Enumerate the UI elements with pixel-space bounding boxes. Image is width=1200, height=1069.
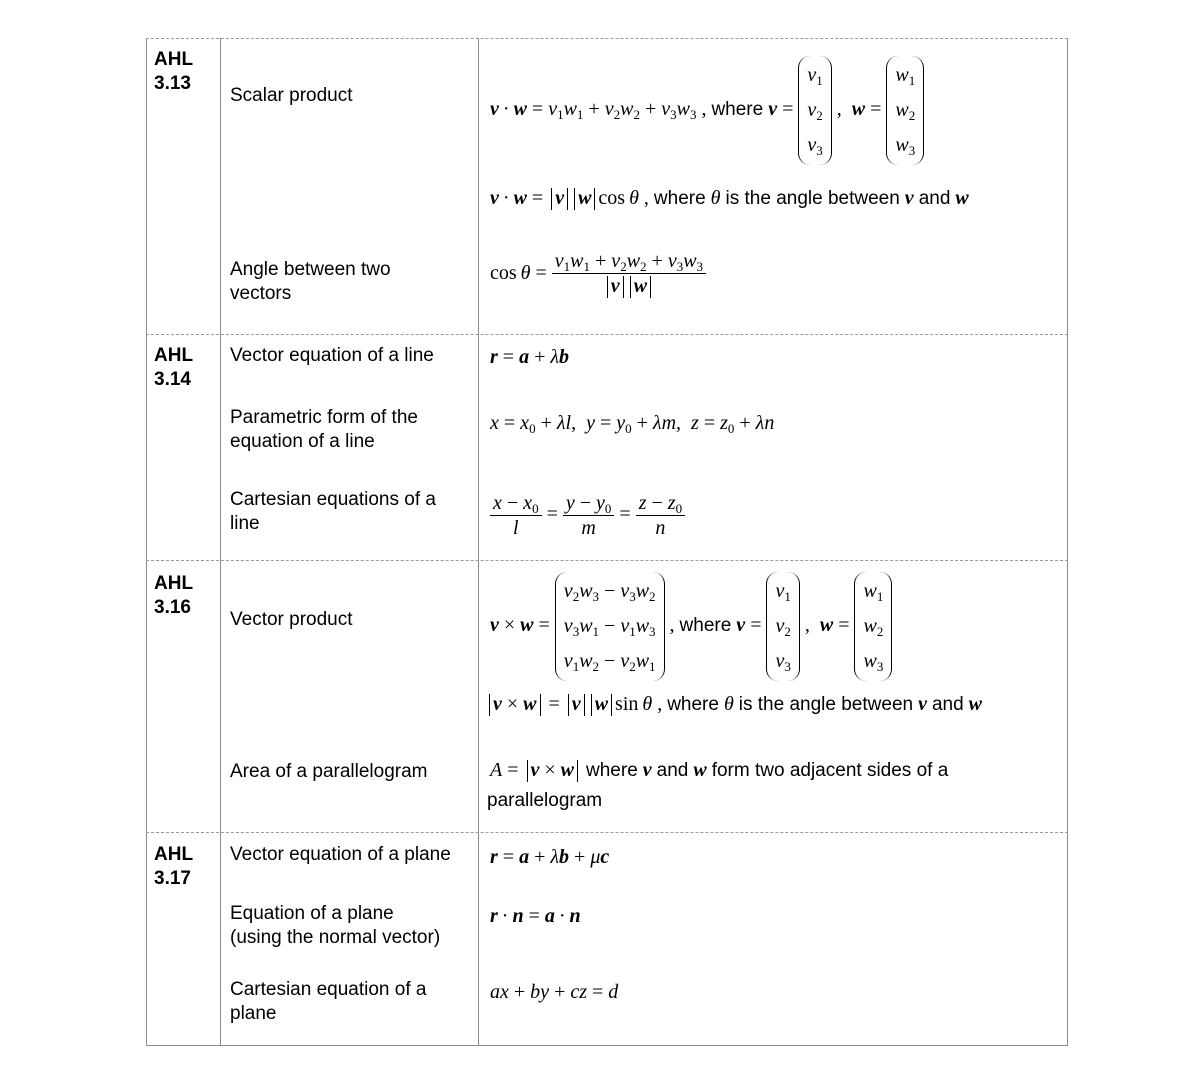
section-code: [154, 344, 193, 392]
formula-scalar-product-components: $v \cdot w = v_1w_1 + v_2w_2 + v_3w_3$ , where v = $v_1$ $v_2$ $v_3$ , w = $w_1$ $w_2$ $w_3$: [490, 56, 924, 165]
where-text: where: [586, 760, 638, 781]
formula-table: [146, 38, 1068, 1046]
column-vector-w: $w_1$ $w_2$ $w_3$: [886, 56, 924, 165]
fraction: $\frac{z - z_0}{n}$: [636, 492, 685, 539]
parallelogram-text: parallelogram: [487, 790, 603, 811]
formula-parallelogram-area: A = v × w where v and w form two adjacent sides of a: [490, 759, 949, 781]
where-text: where: [653, 188, 706, 209]
row-divider-top: [146, 38, 1068, 39]
topic-vector-equation-plane: Vector equation of a plane: [230, 844, 451, 865]
formula-plane-normal: r · n = a · n: [490, 905, 581, 927]
section-code-prefix: AHL: [154, 345, 194, 366]
section-code-prefix: AHL: [154, 844, 194, 865]
formula-cartesian-line: $\frac{x - x_0}{l}$ = $\frac{y - y_0}{m}$ = $\frac{z - z_0}{n}$: [490, 492, 685, 539]
topic-line: plane: [230, 1003, 277, 1024]
and-text: and: [918, 188, 951, 209]
topic-line: Cartesian equations of a: [230, 489, 436, 510]
topic-line: line: [230, 513, 260, 534]
formula-vector-line: r = a + λb: [490, 346, 570, 368]
topic-cartesian-equations-line: [230, 488, 436, 536]
topic-line: vectors: [230, 283, 292, 304]
fraction: $\frac{x - x_0}{l}$: [490, 492, 542, 539]
angle-between-text: is the angle between: [725, 188, 900, 209]
table-border-left: [146, 38, 147, 1046]
where-text: where: [667, 694, 719, 715]
formula-scalar-product-angle: v · w = v w cos θ , where θ is the angle between v and w: [490, 187, 969, 209]
section-code: [154, 48, 193, 96]
and-text: and: [656, 760, 689, 781]
topic-vector-product: Vector product: [230, 609, 353, 630]
section-code-number: 3.17: [154, 868, 191, 889]
section-code: [154, 572, 193, 620]
where-text: where: [711, 99, 764, 121]
formula-vector-product: v × w = $v_2w_3 - v_3w_2$ $v_3w_1 - v_1w_3$ $v_1w_2 - v_2w_1$ , where v = $v_1$ $v_2$ $v_3$ , w = $w_1$ $w_2$ $w_3$: [490, 572, 892, 681]
section-code-number: 3.13: [154, 73, 191, 94]
row-divider-3: [146, 832, 1068, 833]
and-text: and: [931, 694, 964, 715]
section-code-number: 3.14: [154, 369, 191, 390]
column-divider-2: [478, 38, 479, 1046]
topic-angle-between-vectors: [230, 258, 391, 306]
formula-cos-theta: cos θ = $\frac{v_1w_1 + v_2w_2 + v_3w_3}{\text{v w}}$: [490, 250, 706, 298]
formula-vector-plane: r = a + λb + μc: [490, 846, 610, 868]
column-vector-cross: $v_2w_3 - v_3w_2$ $v_3w_1 - v_1w_3$ $v_1w_2 - v_2w_1$: [555, 572, 665, 681]
topic-parametric-form-line: [230, 406, 418, 454]
topic-line: Cartesian equation of a: [230, 979, 427, 1000]
topic-line: Parametric form of the: [230, 407, 418, 428]
topic-scalar-product: Scalar product: [230, 85, 353, 106]
column-vector-w: $w_1$ $w_2$ $w_3$: [854, 572, 892, 681]
section-code: [154, 843, 193, 891]
topic-line: (using the normal vector): [230, 927, 441, 948]
formula-cartesian-plane: ax + by + cz = d: [490, 981, 619, 1003]
column-vector-v: $v_1$ $v_2$ $v_3$: [798, 56, 831, 165]
topic-line: Angle between two: [230, 259, 391, 280]
where-text: where: [679, 615, 732, 637]
topic-vector-equation-line: Vector equation of a line: [230, 345, 434, 366]
row-divider-bottom: [146, 1045, 1068, 1046]
fraction: $\frac{y - y_0}{m}$: [563, 492, 615, 539]
row-divider-2: [146, 560, 1068, 561]
topic-area-parallelogram: Area of a parallelogram: [230, 761, 428, 782]
adjacent-sides-text: form two adjacent sides of a: [711, 760, 949, 781]
topic-line: Equation of a plane: [230, 903, 394, 924]
row-divider-1: [146, 334, 1068, 335]
section-code-prefix: AHL: [154, 573, 194, 594]
formula-parametric-line: $x = x_0 + \lambda l$, $y = y_0 + \lambda m$, $z = z_0 + \lambda n$: [490, 412, 775, 436]
column-vector-v: $v_1$ $v_2$ $v_3$: [766, 572, 799, 681]
formula-cross-product-magnitude: v × w = v w sin θ , where θ is the angle between v and w: [486, 693, 982, 716]
column-divider-1: [220, 38, 221, 1046]
topic-line: equation of a line: [230, 431, 375, 452]
fraction: $\frac{v_1w_1 + v_2w_2 + v_3w_3}{\text{v w}}$: [552, 250, 706, 298]
topic-cartesian-equation-plane: [230, 978, 426, 1026]
angle-between-text: is the angle between: [738, 694, 914, 715]
section-code-prefix: AHL: [154, 49, 194, 70]
topic-plane-normal-vector: [230, 902, 440, 950]
table-border-right: [1067, 38, 1068, 1046]
section-code-number: 3.16: [154, 597, 191, 618]
